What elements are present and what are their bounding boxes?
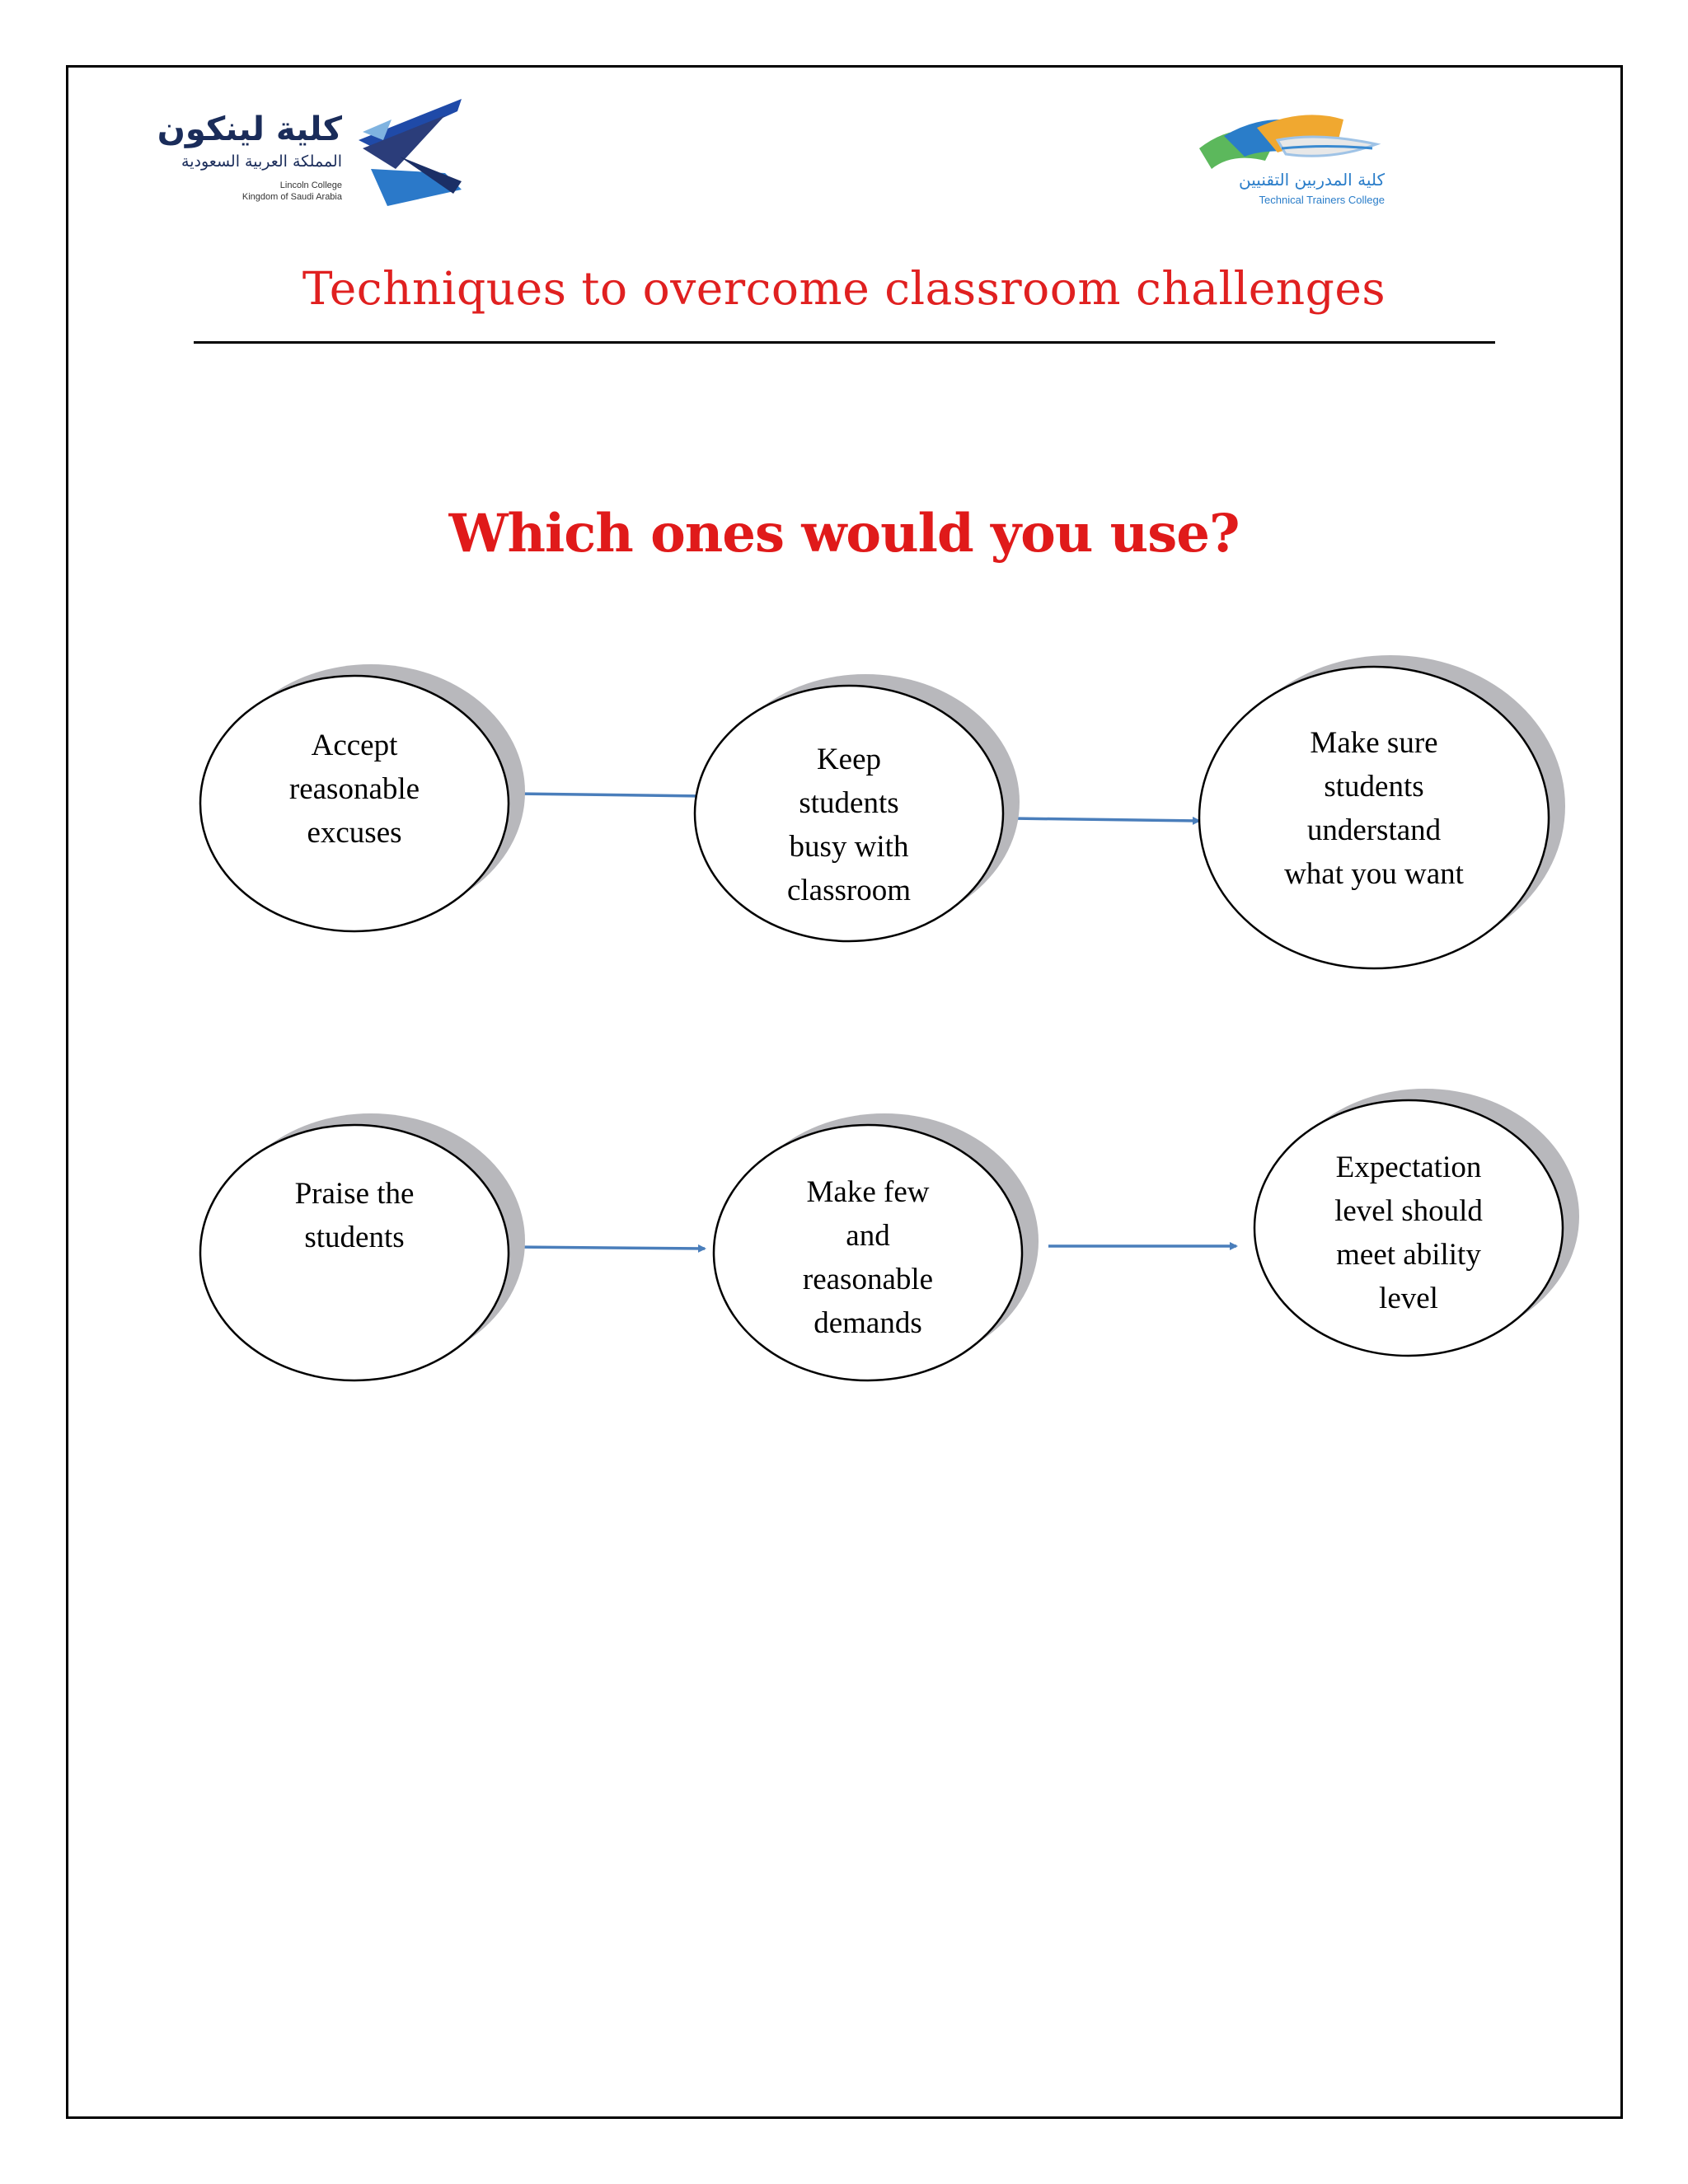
node-label-line: Make sure xyxy=(1310,726,1438,760)
svg-text:المملكة العربية السعودية: المملكة العربية السعودية xyxy=(181,152,342,171)
svg-text:Technical Trainers College: Technical Trainers College xyxy=(1259,194,1385,206)
page-title: Techniques to overcome classroom challenges xyxy=(302,262,1386,315)
node-label-line: what you want xyxy=(1284,857,1464,891)
node-label-line: Make few xyxy=(806,1175,930,1209)
arrow-accept-excuses-to-keep-busy xyxy=(515,794,705,796)
node-label-line: demands xyxy=(814,1306,922,1340)
arrow-keep-busy-to-make-sure-understand xyxy=(1012,818,1199,821)
node-label-line: busy with xyxy=(789,830,909,864)
svg-text:Kingdom of Saudi Arabia: Kingdom of Saudi Arabia xyxy=(241,192,342,202)
node-label-line: Accept xyxy=(311,729,398,762)
node-label-line: understand xyxy=(1306,813,1442,847)
node-label-line: reasonable xyxy=(288,772,420,806)
node-label-make-sure-understand xyxy=(1238,721,1510,902)
question-heading: Which ones would you use? xyxy=(448,503,1240,565)
arrow-praise-students-to-few-demands xyxy=(515,1247,705,1249)
node-label-line: level should xyxy=(1334,1194,1483,1228)
node-label-expectation-level xyxy=(1285,1146,1532,1315)
node-label-line: Expectation xyxy=(1335,1151,1482,1184)
node-label-line: level xyxy=(1379,1282,1438,1315)
svg-text:كلية لينكون: كلية لينكون xyxy=(157,110,342,148)
node-label-line: classroom xyxy=(786,874,912,907)
node-label-few-demands xyxy=(748,1170,987,1340)
node-label-line: and xyxy=(846,1219,890,1253)
node-label-line: students xyxy=(799,786,899,820)
node-label-line: reasonable xyxy=(802,1263,934,1296)
node-label-line: Keep xyxy=(816,743,882,776)
node-label-line: Praise the xyxy=(294,1177,415,1211)
node-label-praise-students xyxy=(231,1172,478,1263)
node-label-line: excuses xyxy=(307,816,402,850)
svg-text:كلية المدربين التقنيين: كلية المدربين التقنيين xyxy=(1239,170,1385,190)
node-label-line: students xyxy=(304,1221,405,1254)
svg-text:Lincoln College: Lincoln College xyxy=(279,180,342,190)
node-label-keep-busy xyxy=(729,738,968,907)
node-label-line: meet ability xyxy=(1336,1238,1481,1272)
node-label-accept-excuses xyxy=(231,724,478,855)
node-label-line: students xyxy=(1324,770,1424,804)
